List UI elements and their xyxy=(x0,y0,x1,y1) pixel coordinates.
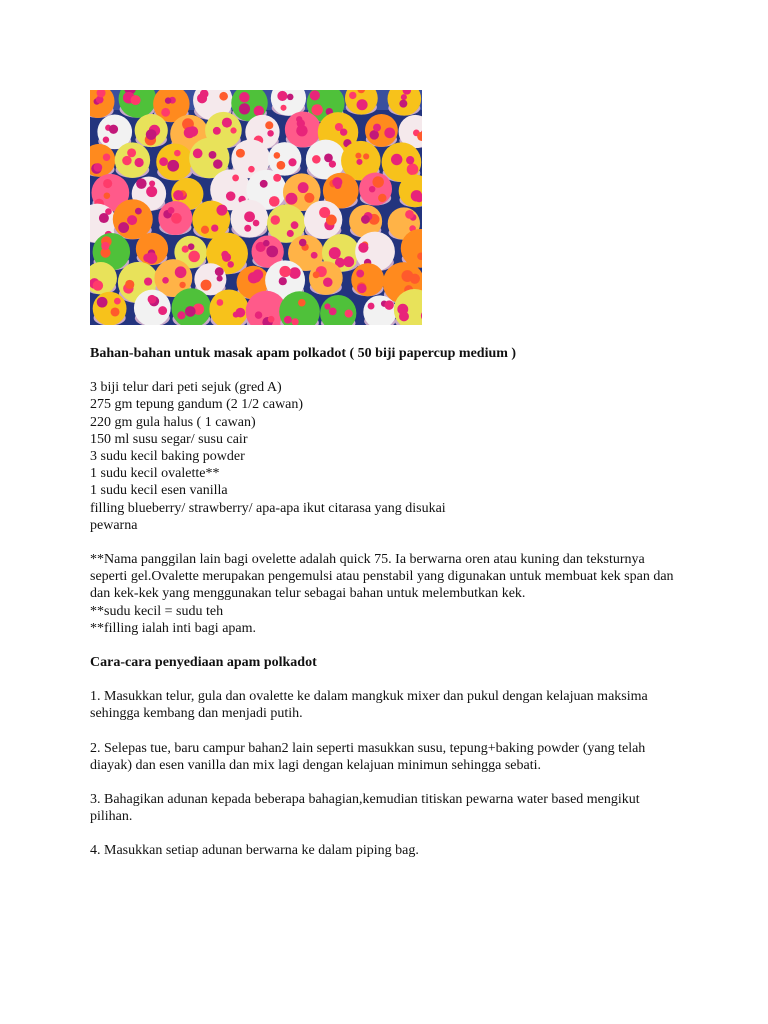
polka-dot xyxy=(230,127,236,133)
polka-dot xyxy=(373,124,381,132)
ingredient-item: 275 gm tepung gandum (2 1/2 cawan) xyxy=(90,397,304,413)
polka-dot xyxy=(216,205,227,216)
polka-dot xyxy=(162,277,169,284)
polka-dot xyxy=(171,213,182,224)
apam-cake xyxy=(268,142,301,175)
document-page xyxy=(90,90,690,860)
ingredient-item: 1 sudu kecil ovalette** xyxy=(90,466,220,482)
polka-dot xyxy=(219,92,228,101)
polka-dot xyxy=(279,266,290,277)
polka-dot xyxy=(287,230,294,237)
polka-dot xyxy=(291,221,299,229)
polka-dot xyxy=(217,275,223,281)
polka-dot xyxy=(407,164,419,176)
apam-cake xyxy=(115,142,150,177)
polka-dot xyxy=(285,193,297,205)
polka-dot xyxy=(232,175,239,182)
polka-dot xyxy=(197,93,207,103)
polka-dot xyxy=(114,298,121,305)
polka-dot xyxy=(329,161,336,168)
notes-block xyxy=(90,551,680,637)
polka-dot xyxy=(323,277,333,287)
ingredient-item: 3 biji telur dari peti sejuk (gred A) xyxy=(90,380,282,396)
polka-dot xyxy=(213,127,221,135)
polka-dot xyxy=(175,266,187,278)
polka-dot xyxy=(332,177,342,187)
polka-dot xyxy=(182,246,189,253)
polka-dot xyxy=(271,215,280,224)
polka-dot xyxy=(372,176,383,187)
polka-dot xyxy=(226,191,235,200)
polka-dot xyxy=(357,284,367,294)
polka-dot xyxy=(168,207,175,214)
polka-dot xyxy=(269,196,280,207)
polka-dot xyxy=(391,154,402,165)
polka-dot xyxy=(93,280,103,290)
polka-dot xyxy=(255,311,263,319)
polka-dot xyxy=(288,158,296,166)
polka-dot xyxy=(201,280,212,291)
polka-dot xyxy=(340,128,347,135)
polka-dot xyxy=(279,277,287,285)
polka-dot xyxy=(239,103,250,114)
polka-dot xyxy=(289,267,301,279)
apam-cake xyxy=(93,292,127,325)
polka-dot xyxy=(384,127,395,138)
polka-dot xyxy=(188,251,199,262)
polka-dot xyxy=(345,309,353,317)
polka-dot xyxy=(329,308,337,316)
polka-dot xyxy=(405,210,414,219)
polka-dot xyxy=(244,225,251,232)
polka-dot xyxy=(184,127,195,138)
polka-dot xyxy=(103,153,110,160)
note-filling: **filling ialah inti bagi apam. xyxy=(90,620,257,636)
polka-dot xyxy=(101,242,109,250)
polka-dot xyxy=(268,316,275,323)
polka-dot xyxy=(135,208,142,215)
polka-dot xyxy=(324,303,330,309)
polka-dot xyxy=(273,174,281,182)
polka-dot xyxy=(165,97,171,103)
polka-dot xyxy=(177,311,185,319)
polka-dot xyxy=(267,130,274,137)
polka-dot xyxy=(284,316,292,324)
polka-dot xyxy=(103,137,109,143)
polka-dot xyxy=(299,239,307,247)
ingredients-heading: Bahan-bahan untuk masak apam polkadot ( 50 biji papercup medium ) xyxy=(90,346,517,361)
polka-dot xyxy=(356,270,364,278)
polka-dot xyxy=(298,299,306,307)
polka-dot xyxy=(260,180,268,188)
polka-dot xyxy=(287,94,294,101)
polka-dot xyxy=(378,194,386,202)
polka-dot xyxy=(297,119,305,127)
polka-dot xyxy=(97,297,108,308)
ingredients-list xyxy=(90,379,690,534)
polka-dot xyxy=(369,186,375,192)
polka-dot xyxy=(368,303,375,310)
note-ovalette: **Nama panggilan lain bagi ovelette adalah quick 75. Ia berwarna oren atau kuning dan teksturnya seperti gel.Ovalette merupakan pengemulsi atau penstabil yang digunakan untuk membuat kek span dan dan kek-kek yang menggunakan telur sebagai bahan untuk melembutkan kek. xyxy=(90,552,674,602)
polka-dot xyxy=(253,269,264,280)
polka-dot xyxy=(277,161,286,170)
polka-dot xyxy=(213,159,222,168)
polka-dot xyxy=(265,121,273,129)
polka-dot xyxy=(144,277,152,285)
polka-dot xyxy=(104,192,111,199)
ingredient-item: filling blueberry/ strawberry/ apa-apa ikut citarasa yang disukai xyxy=(90,500,446,516)
polka-dot xyxy=(356,159,362,165)
polka-dot xyxy=(406,156,414,164)
polka-dot xyxy=(274,152,281,159)
polka-dot xyxy=(304,193,314,203)
polka-dot xyxy=(357,99,368,110)
method-step: 4. Masukkan setiap adunan berwarna ke dalam piping bag. xyxy=(90,843,419,859)
polka-dot xyxy=(127,148,136,157)
polka-dot xyxy=(349,92,356,99)
polka-dot xyxy=(146,129,157,140)
polka-dot xyxy=(227,261,234,268)
polka-dot xyxy=(266,246,278,258)
polka-dot xyxy=(174,150,181,157)
polka-dot xyxy=(298,182,309,193)
polka-dot xyxy=(253,220,260,227)
polka-dot xyxy=(122,156,131,165)
method-step: 3. Bahagikan adunan kepada beberapa bahagian,kemudian titiskan pewarna water based mengikut pilihan. xyxy=(90,792,640,825)
polka-dot xyxy=(222,118,232,128)
method-heading: Cara-cara penyediaan apam polkadot xyxy=(90,655,317,671)
polka-dot xyxy=(127,215,137,225)
polka-dot xyxy=(254,106,264,116)
polka-dot xyxy=(399,311,409,321)
polka-dot xyxy=(310,90,320,100)
polka-dot xyxy=(236,149,245,158)
ingredient-item: 1 sudu kecil esen vanilla xyxy=(90,483,228,499)
polka-dot xyxy=(111,307,120,316)
polka-dot xyxy=(158,306,167,315)
polka-dot xyxy=(248,166,255,173)
polka-dot xyxy=(211,224,218,231)
polka-dot xyxy=(363,153,369,159)
polka-dot xyxy=(355,153,361,159)
polka-dot xyxy=(179,282,185,288)
polka-dot xyxy=(185,306,196,317)
polka-dot xyxy=(280,105,286,111)
polka-dot xyxy=(244,211,255,222)
polka-dot xyxy=(134,158,143,167)
polka-dot xyxy=(239,92,249,102)
polka-dot xyxy=(136,178,146,188)
polka-dot xyxy=(410,274,420,284)
polka-dot xyxy=(313,271,320,278)
polka-dot xyxy=(99,213,109,223)
polka-dot xyxy=(173,190,183,200)
polka-dot xyxy=(161,108,170,117)
polka-dot xyxy=(361,215,370,224)
polka-dot xyxy=(167,160,179,172)
polka-dot xyxy=(94,163,103,172)
polka-dot xyxy=(209,151,217,159)
polka-dot xyxy=(399,100,407,108)
polka-dot xyxy=(193,149,203,159)
polka-dot xyxy=(329,247,341,259)
note-sudu: **sudu kecil = sudu teh xyxy=(90,603,224,619)
polka-dot xyxy=(146,186,157,197)
polka-dot xyxy=(146,252,157,263)
polka-dot xyxy=(118,222,129,233)
polka-dot xyxy=(311,104,322,115)
polka-dot xyxy=(103,179,112,188)
polka-dot xyxy=(384,300,393,309)
polkadot-apam-photo xyxy=(90,90,422,325)
polka-dot xyxy=(131,95,141,105)
polka-dot xyxy=(159,157,168,166)
ingredient-item: pewarna xyxy=(90,517,138,533)
polka-dot xyxy=(312,155,321,164)
polka-dot xyxy=(215,267,224,276)
ingredient-item: 150 ml susu segar/ susu cair xyxy=(90,431,248,447)
apam-cake xyxy=(351,263,384,296)
polka-dot xyxy=(277,91,287,101)
polka-dot xyxy=(411,190,422,201)
polka-dot xyxy=(319,207,330,218)
polka-dot xyxy=(236,308,246,318)
polka-dot xyxy=(311,252,318,259)
polka-dot xyxy=(263,240,270,247)
polka-dot xyxy=(148,295,157,304)
method-step: 2. Selepas tue, baru campur bahan2 lain seperti masukkan susu, tepung+baking powder (yang telah diayak) dan esen vanilla dan mix lagi dengan kelajuan minimun sehingga sebati. xyxy=(90,740,646,773)
method-step: 1. Masukkan telur, gula dan ovalette ke dalam mangkuk mixer dan pukul dengan kelajuan maksima sehingga kembang dan menjadi putih. xyxy=(90,689,648,722)
polka-dot xyxy=(217,299,224,306)
polka-dot xyxy=(201,226,209,234)
polka-dot xyxy=(149,180,155,186)
polka-dot xyxy=(343,256,354,267)
polka-dot xyxy=(358,243,368,253)
polka-dot xyxy=(125,280,134,289)
ingredient-item: 3 sudu kecil baking powder xyxy=(90,449,245,465)
polka-dot xyxy=(369,130,379,140)
ingredient-item: 220 gm gula halus ( 1 cawan) xyxy=(90,414,256,430)
polka-dot xyxy=(222,253,231,262)
polka-dot xyxy=(401,94,407,100)
polka-dot xyxy=(109,125,118,134)
